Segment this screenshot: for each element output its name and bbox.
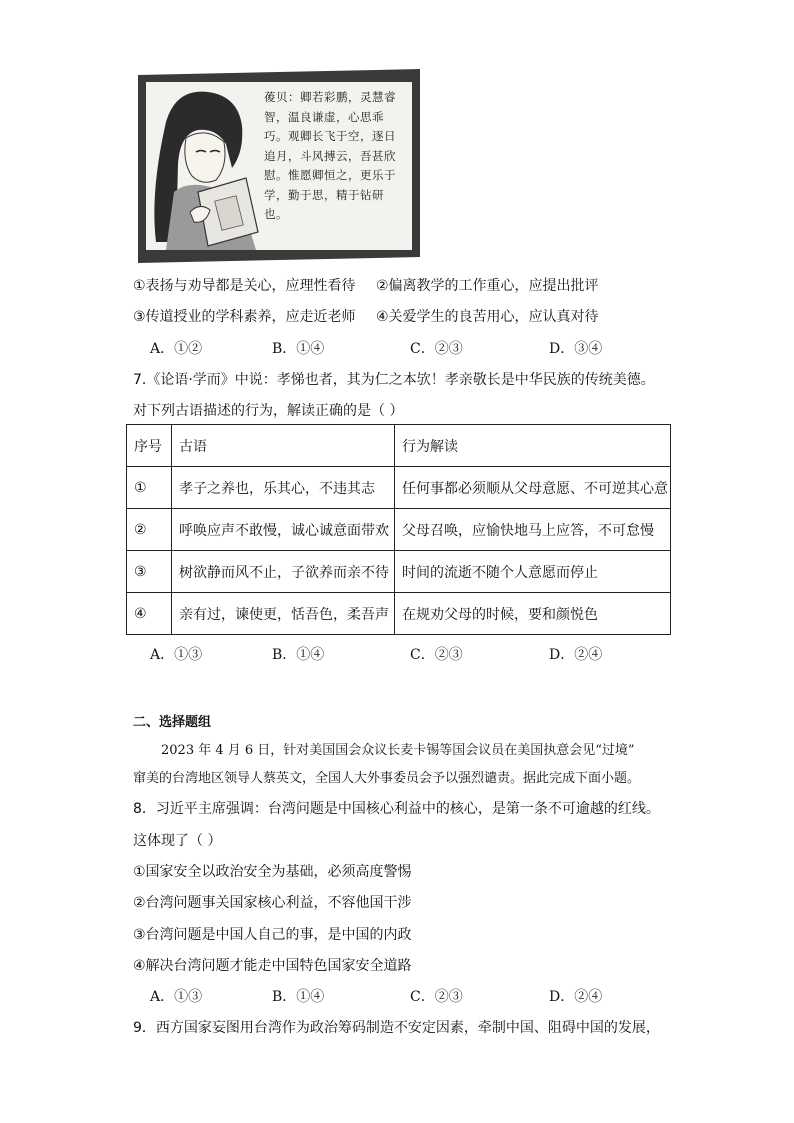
q6-option-a[interactable]: A．①② [150,341,203,357]
row-interpretation: 在规劝父母的时候，要和颜悦色 [395,593,671,635]
q6-option-c[interactable]: C．②③ [410,341,463,357]
q6-statement-4: ④关爱学生的良苦用心，应认真对待 [376,309,599,325]
q6-statement-1: ①表扬与劝导都是关心，应理性看待 [133,278,356,294]
q6-statement-3: ③传道授业的学科素养，应走近老师 [133,309,356,325]
q8-stem-line1: 8．习近平主席强调：台湾问题是中国核心利益中的核心，是第一条不可逾越的红线。 [133,801,660,817]
row-index: ① [127,467,172,509]
q6-option-b[interactable]: B．①④ [272,341,325,357]
q7-stem-line2: 对下列古语描述的行为，解读正确的是（ ） [133,403,404,419]
q7-option-c[interactable]: C．②③ [410,647,463,663]
row-interpretation: 父母召唤，应愉快地马上应答，不可怠慢 [395,509,671,551]
header-interpretation: 行为解读 [395,425,671,467]
q7-option-a[interactable]: A．①③ [150,647,203,663]
q8-statement-4: ④解决台湾问题才能走中国特色国家安全道路 [133,958,412,974]
row-interpretation: 时间的流逝不随个人意愿而停止 [395,551,671,593]
q8-stem-line2: 这体现了（ ） [133,833,222,849]
header-index: 序号 [127,425,172,467]
q7-option-b[interactable]: B．①④ [272,647,325,663]
picture-inner [146,82,412,250]
illustration-card [138,72,420,260]
card-message: 葰贝：卿若彩鹏，灵慧睿智，温良谦虚，心思乖巧。观卿长飞于空，逐日追月，斗风搏云，吾甚欣慰。惟愿卿恒之，更乐于学，勤于思，精于钻研也。 [264,90,396,221]
row-quote: 呼唤应声不敢慢，诚心诚意面带欢 [172,509,395,551]
q7-stem-line1: 7.《论语·学而》中说：孝悌也者，其为仁之本欤！孝亲敬长是中华民族的传统美德。 [133,372,655,388]
row-interpretation: 任何事都必须顺从父母意愿、不可逆其心意 [395,467,671,509]
row-index: ③ [127,551,172,593]
row-index: ② [127,509,172,551]
section-intro-line2: 窜美的台湾地区领导人蔡英文，全国人大外事委员会予以强烈谴责。据此完成下面小题。 [133,771,641,786]
section-intro-line1: 2023 年 4 月 6 日，针对美国国会众议长麦卡锡等国会议员在美国执意会见“过境” [161,743,635,758]
table-row [127,593,671,635]
row-index: ④ [127,593,172,635]
row-quote: 树欲静而风不止，子欲养而亲不待 [172,551,395,593]
q8-option-b[interactable]: B．①④ [272,989,325,1005]
q8-option-a[interactable]: A．①③ [150,989,203,1005]
q8-statement-1: ①国家安全以政治安全为基础，必须高度警惕 [133,864,412,880]
header-quote: 古语 [172,425,395,467]
table-row [127,509,671,551]
girl-reading-illustration [146,82,266,250]
q7-option-d[interactable]: D．②④ [549,647,603,663]
q8-option-d[interactable]: D．②④ [549,989,603,1005]
row-quote: 孝子之养也，乐其心，不违其志 [172,467,395,509]
q6-option-d[interactable]: D．③④ [549,341,603,357]
q8-option-c[interactable]: C．②③ [410,989,463,1005]
table-header-row [127,425,671,467]
q8-statement-2: ②台湾问题事关国家核心利益，不容他国干涉 [133,895,412,911]
table-row [127,551,671,593]
row-quote: 亲有过，谏使更，恬吾色，柔吾声 [172,593,395,635]
q7-table [126,424,671,635]
q9-stem-line1: 9．西方国家妄图用台湾作为政治筹码制造不安定因素，牵制中国、阻碍中国的发展， [133,1020,660,1036]
table-row [127,467,671,509]
q8-statement-3: ③台湾问题是中国人自己的事，是中国的内政 [133,927,412,943]
section-heading: 二、选择题组 [133,715,212,730]
q6-statement-2: ②偏离教学的工作重心，应提出批评 [376,278,599,294]
